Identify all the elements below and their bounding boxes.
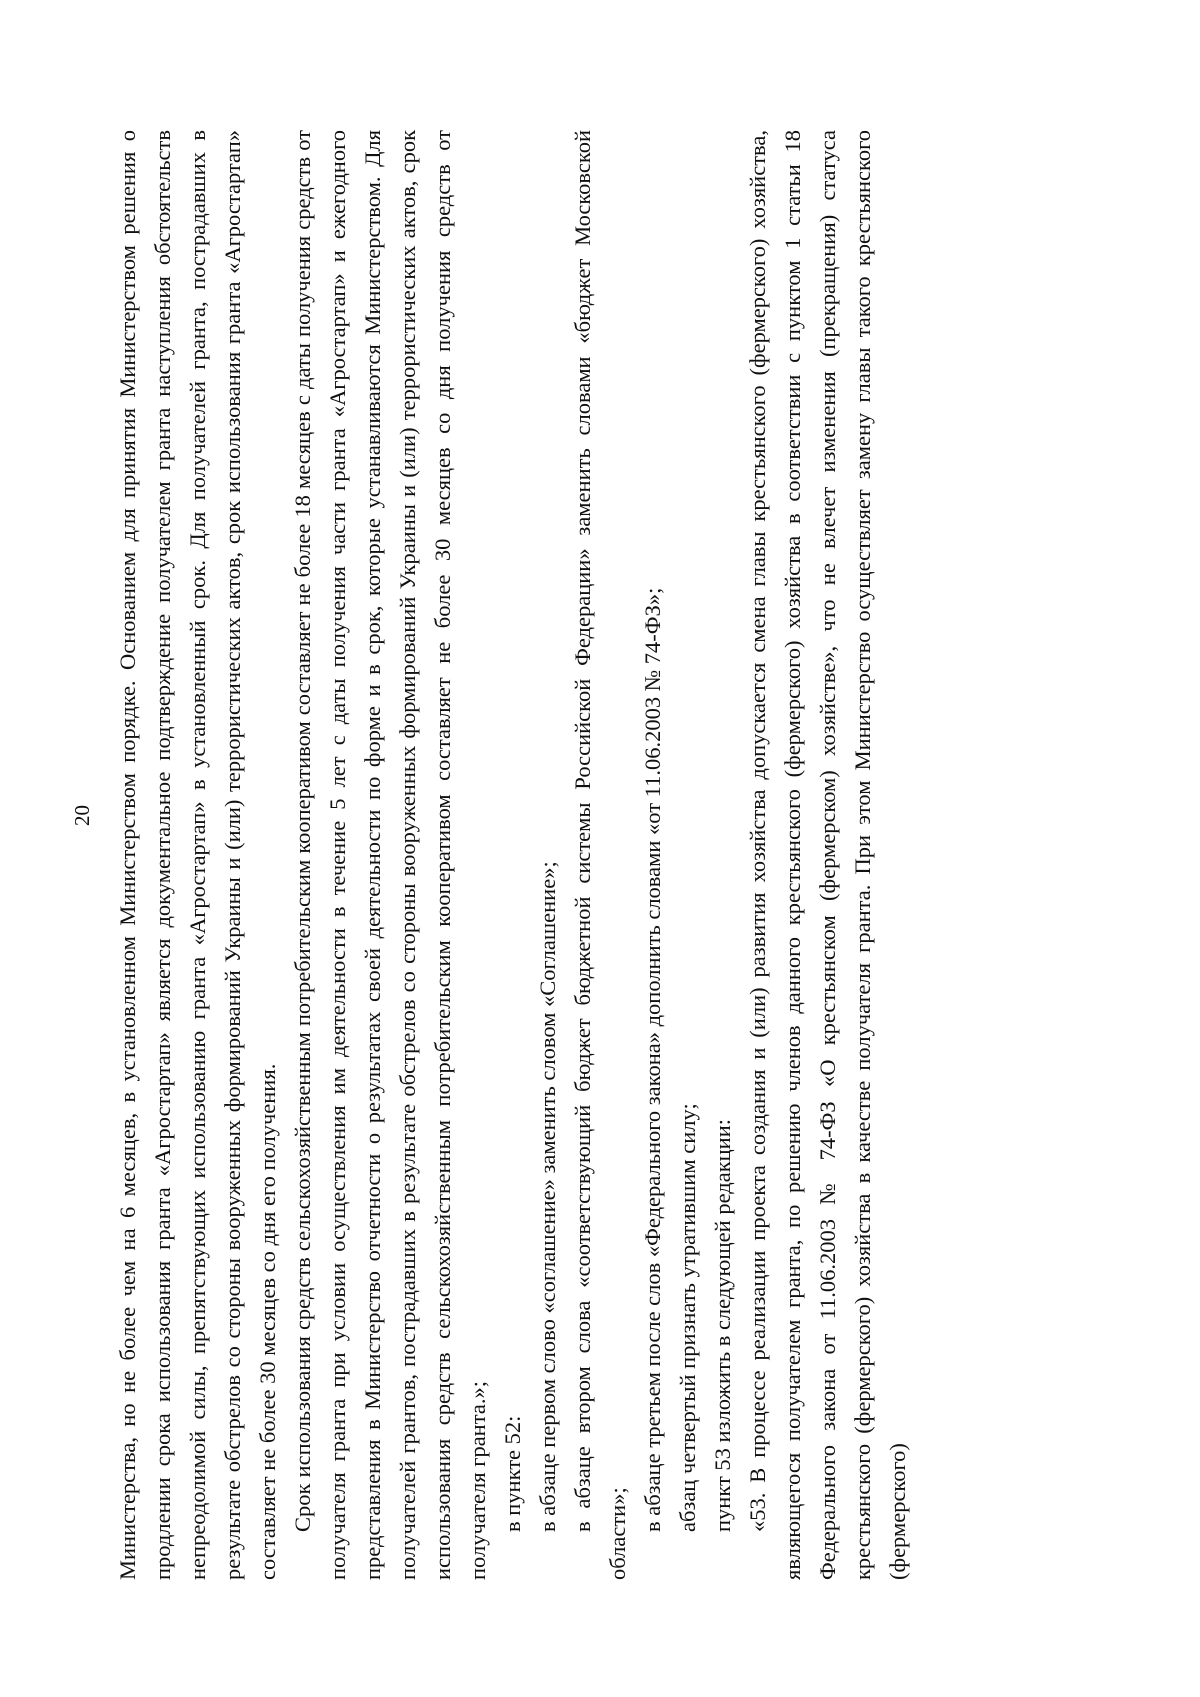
paragraph-point-53-intro: пункт 53 изложить в следующей редакции: — [710, 1118, 735, 1532]
paragraph-second-abzac: в абзаце втором слова «соответствующий бюджет бюджетной системы Российской Федерации» заменить словами «бюджет Московской области»; — [570, 130, 630, 1580]
document-body — [110, 130, 915, 1580]
paragraph-first-abzac: в абзаце первом слово «соглашение» заменить словом «Соглашение»; — [535, 861, 560, 1532]
paragraph-third-abzac: в абзаце третьем после слов «Федерального закона» дополнить словами «от 11.06.2003 № 74-ФЗ»; — [640, 587, 665, 1532]
paragraph-fourth-abzac: абзац четвертый признать утратившим силу; — [675, 1103, 700, 1532]
paragraph-cooperative-term: Срок использования средств сельскохозяйственным потребительским кооперативом составляет не более 18 месяцев с даты получения средств от получателя гранта при условии осуществления им деятельности в течение 5 лет с даты получения части гранта «Агростартап» и ежегодного представления в Министерство отчетности о результатах своей деятельности по форме и в срок, которые устанавливаются Министерством. Для получателей грантов, пострадавших в результате обстрелов со стороны вооруженных формирований Украины и (или) террористических актов, срок использования средств сельскохозяйственным потребительским кооперативом составляет не более 30 месяцев со дня получения средств от получателя гранта.»; — [290, 130, 490, 1580]
paragraph-point-53-text: «53. В процессе реализации проекта создания и (или) развития хозяйства допускается смена главы крестьянского (фермерского) хозяйства, являющегося получателем гранта, по решению членов данного крестьянского (фермерского) хозяйства в соответствии с пунктом 1 статьи 18 Федерального закона от 11.06.2003 № 74-ФЗ «О крестьянском (фермерском) хозяйстве», что не влечет изменения (прекращения) статуса крестьянского (фермерского) хозяйства в качестве получателя гранта. При этом Министерство осуществляет замену главы такого крестьянского (фермерского) — [745, 130, 910, 1580]
paragraph-point-52: в пункте 52: — [500, 1415, 525, 1532]
page-number: 20 — [70, 805, 94, 826]
paragraph-continuation: Министерства, но не более чем на 6 месяцев, в установленном Министерством порядке. Основанием для принятия Министерством решения о продлении срока использования гранта «Агростартап» является документальное подтверждение получателем гранта наступления обстоятельств непреодолимой силы, препятствующих использованию гранта «Агростартап» в установленный срок. Для получателей гранта, пострадавших в результате обстрелов со стороны вооруженных формирований Украины и (или) террористических актов, срок использования гранта «Агростартап» составляет не более 30 месяцев со дня его получения. — [115, 130, 280, 1580]
